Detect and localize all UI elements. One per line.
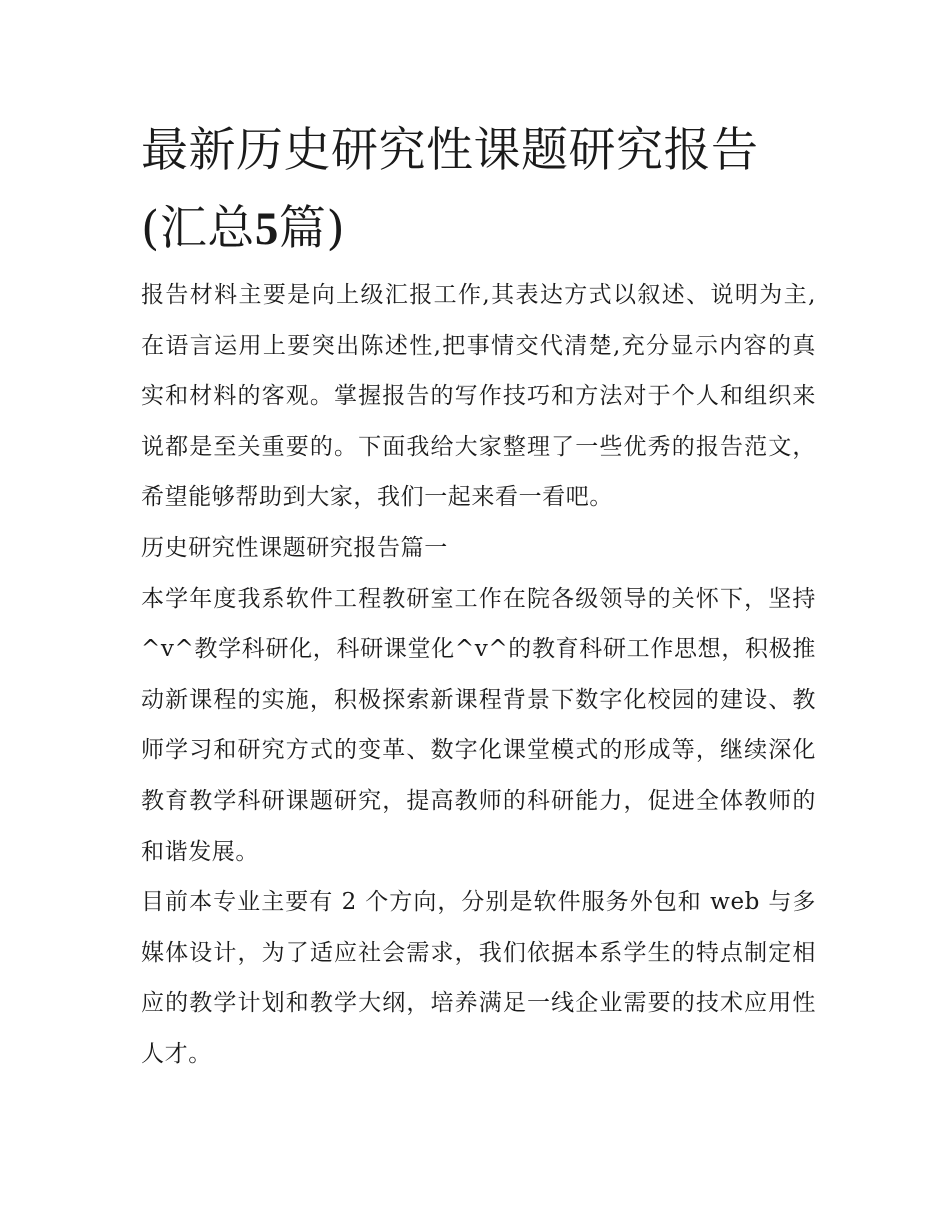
intro-paragraph: 报告材料主要是向上级汇报工作,其表达方式以叙述、说明为主,在语言运用上要突出陈述性,把事情交代清楚,充分显示内容的真实和材料的客观。掌握报告的写作技巧和方法对于个人和组织来说都是至关重要的。下面我给大家整理了一些优秀的报告范文，希望能够帮助到大家，我们一起来看一看吧。 <box>141 282 816 511</box>
title-count: 5 <box>254 203 279 255</box>
document-content <box>141 112 816 1080</box>
body-paragraph: 目前本专业主要有 2 个方向，分别是软件服务外包和 web 与多媒体设计，为了适应社会需求，我们依据本系学生的特点制定相应的教学计划和教学大纲，培养满足一线企业需要的技术应用性人才。 <box>141 889 816 1067</box>
section-heading: 历史研究性课题研究报告篇一 <box>141 534 448 561</box>
document-title <box>141 112 816 268</box>
body-paragraph: 本学年度我系软件工程教研室工作在院各级领导的关怀下，坚持^v^教学科研化，科研课堂化^v^的教育科研工作思想，积极推动新课程的实施，积极探索新课程背景下数字化校园的建设、教师学习和研究方式的变革、数字化课堂模式的形成等，继续深化教育教学科研课题研究，提高教师的科研能力，促进全体教师的和谐发展。 <box>141 585 816 865</box>
title-line-2-close: 篇) <box>278 201 346 256</box>
title-line-2-open: (汇总 <box>141 201 255 256</box>
title-line-1: 最新历史研究性课题研究报告 <box>141 123 759 178</box>
